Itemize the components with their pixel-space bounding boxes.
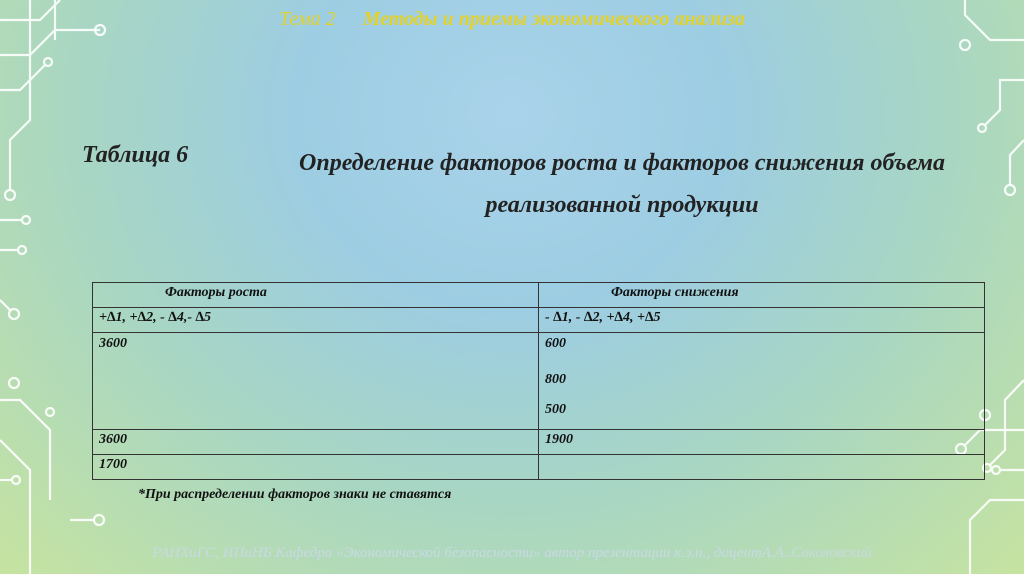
- table-label: Таблица 6: [82, 142, 189, 168]
- cell-line: 500: [545, 402, 566, 417]
- topic-number: Тема 2: [279, 8, 336, 30]
- cell-line: 600: [545, 336, 566, 351]
- slide-footer: РАНХиГС, ИПиНБ Кафедра «Экономической безопасности» автор презентации к.э.н., доцентА.А..Соколовский: [152, 545, 872, 561]
- table-cell: 3600: [93, 430, 539, 455]
- topic-header: [0, 8, 1024, 31]
- table-header-row: [93, 283, 985, 308]
- table-cell: [539, 333, 985, 430]
- table-row: [93, 308, 985, 333]
- table-cell: 1700: [93, 455, 539, 480]
- cell-line: 3600: [99, 336, 127, 351]
- table-title: Определение факторов роста и факторов снижения объема реализованной продукции: [299, 150, 945, 218]
- table-row: [93, 430, 985, 455]
- cell-line: [99, 395, 532, 425]
- column-header-decline: Факторы снижения: [539, 283, 985, 308]
- table-cell: [93, 333, 539, 430]
- table-row: [93, 333, 985, 430]
- table-row: [93, 455, 985, 480]
- column-header-growth: Факторы роста: [93, 283, 539, 308]
- table-cell: 1900: [539, 430, 985, 455]
- table-cell: +∆1, +∆2, - ∆4,- ∆5: [93, 308, 539, 333]
- table-cell: [539, 455, 985, 480]
- factors-table: [92, 282, 985, 480]
- cell-line: 800: [545, 372, 566, 387]
- cell-line: [99, 365, 532, 395]
- topic-name: Методы и приемы экономического анализа: [362, 8, 745, 30]
- table-footnote: *При распределении факторов знаки не ставятся: [138, 487, 452, 502]
- table-cell: - ∆1, - ∆2, +∆4, +∆5: [539, 308, 985, 333]
